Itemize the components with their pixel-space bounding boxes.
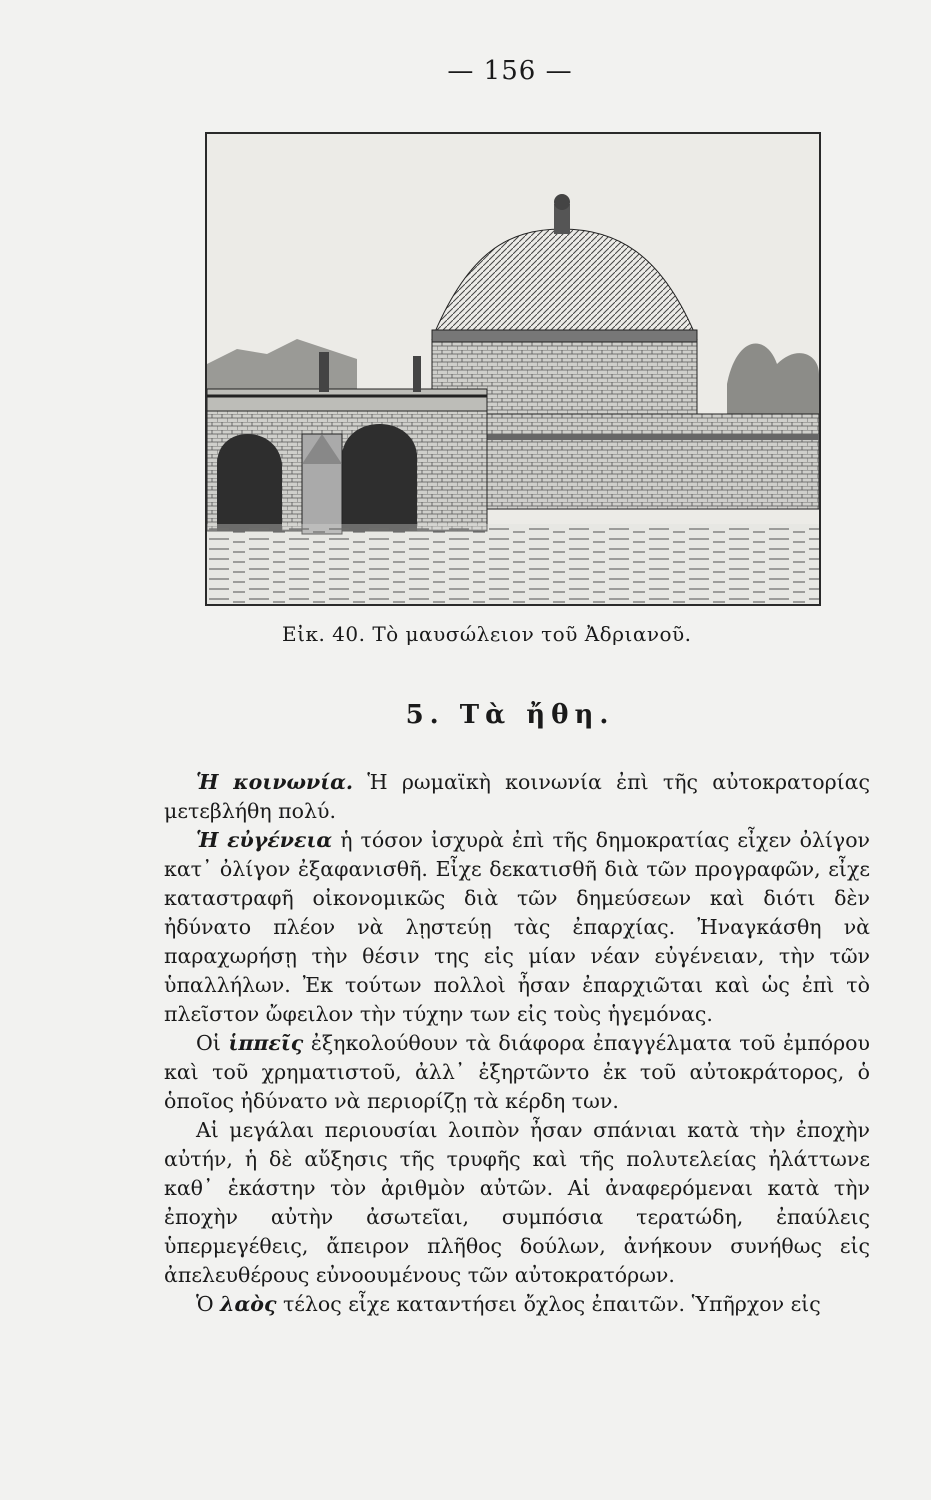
paragraph-knights-text: ἐξηκολούθουν τὰ διάφορα ἐπαγγέλματα τοῦ ἐμπόρου καὶ τοῦ χρηματιστοῦ, ἀλλ᾽ ἐξηρτῶντο ἐκ τοῦ αὐτοκράτορος, ὁ ὁποῖος ἠδύνατο νὰ περιορίζῃ τὰ κέρδη των.: [164, 1031, 870, 1113]
paragraph-fortunes: [164, 1116, 870, 1290]
paragraph-knights-lead: Οἱ: [196, 1031, 229, 1055]
paragraph-society-text: Ἡ ρωμαϊκὴ κοινωνία ἐπὶ τῆς αὐτοκρατορίας μετεβλήθη πολύ.: [164, 770, 870, 823]
paragraph-people: [164, 1290, 870, 1319]
term-knights: ἱππεῖς: [228, 1031, 304, 1055]
paragraph-society: [164, 768, 870, 826]
term-nobility: Ἡ εὐγένεια: [196, 828, 333, 852]
term-people: λαὸς: [220, 1292, 277, 1316]
page-number: — 156 —: [447, 56, 573, 86]
paragraph-people-text: τέλος εἶχε καταντήσει ὄχλος ἐπαιτῶν. Ὑπῆρχον εἰς: [276, 1292, 821, 1316]
paragraph-knights: [164, 1029, 870, 1116]
paragraph-people-lead: Ὁ: [196, 1292, 221, 1316]
paragraph-nobility: [164, 826, 870, 1029]
term-society: Ἡ κοινωνία.: [196, 770, 354, 794]
body-text: [164, 768, 870, 1319]
mausoleum-illustration: [205, 132, 821, 606]
figure-caption: Εἰκ. 40. Τὸ μαυσώλειον τοῦ Ἀδριανοῦ.: [282, 622, 692, 646]
paragraph-fortunes-text: Αἱ μεγάλαι περιουσίαι λοιπὸν ἦσαν σπάνιαι κατὰ τὴν ἐποχὴν αὐτήν, ἡ δὲ αὔξησις τῆς τρυφῆς καὶ τῆς πολυτελείας ἠλάττωνε καθ᾽ ἑκάστην τὸν ἀριθμὸν αὐτῶν. Αἱ ἀναφερόμεναι κατὰ τὴν ἐποχὴν αὐτὴν ἀσωτεῖαι, συμπόσια τερατώδη, ἐπαύλεις ὑπερμεγέθεις, ἄπειρον πλῆθος δούλων, ἀνήκουν συνήθως εἰς ἀπελευθέρους εὐνοουμένους τῶν αὐτοκρατόρων.: [164, 1118, 870, 1287]
paragraph-nobility-text: ἡ τόσον ἰσχυρὰ ἐπὶ τῆς δημοκρατίας εἶχεν ὀλίγον κατ᾽ ὀλίγον ἐξαφανισθῆ. Εἶχε δεκατισθῆ διὰ τῶν προγραφῶν, εἶχε καταστραφῆ οἰκονομικῶς διὰ τῶν δημεύσεων καὶ διότι δὲν ἠδύνατο πλέον νὰ λῃστεύῃ τὰς ἐπαρχίας. Ἠναγκάσθη νὰ παραχωρήσῃ τὴν θέσιν της εἰς μίαν νέαν εὐγένειαν, τὴν τῶν ὑπαλλήλων. Ἐκ τούτων πολλοὶ ἦσαν ἐπαρχιῶται καὶ ὡς ἐπὶ τὸ πλεῖστον ὤφειλον τὴν τύχην των εἰς τοὺς ἡγεμόνας.: [164, 828, 870, 1026]
section-heading: 5. Τὰ ἤθη.: [405, 700, 615, 730]
